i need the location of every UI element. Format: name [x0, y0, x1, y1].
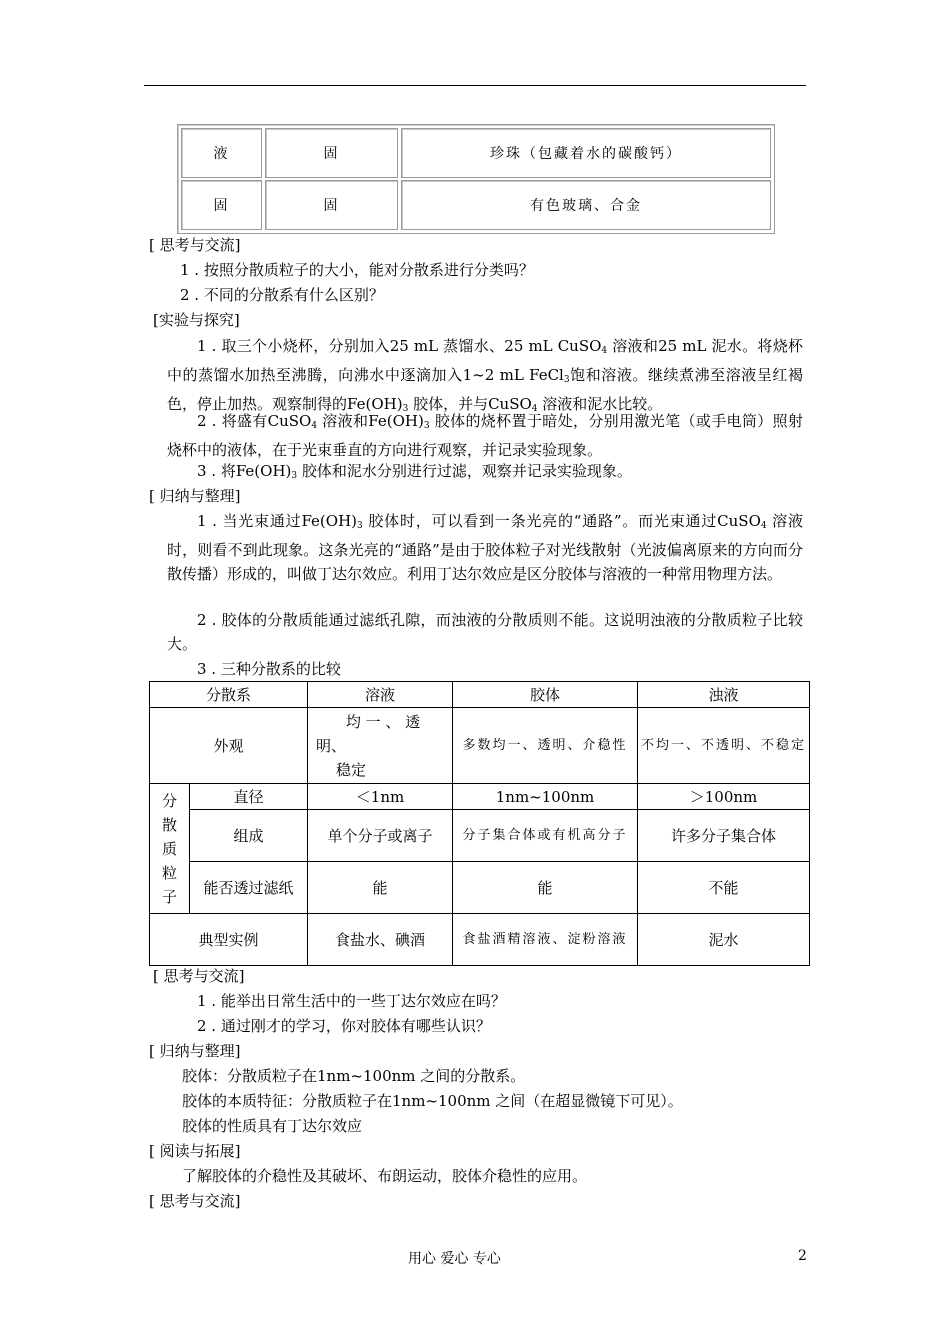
table-row [181, 180, 771, 230]
section-heading: [ 阅读与拓展] [149, 1142, 241, 1160]
header-rule [144, 85, 806, 86]
table-cell: 能 [308, 862, 453, 914]
table-header: 浊液 [638, 682, 810, 708]
definition-1: 胶体：分散质粒子在1nm~100nm 之间的分散系。 [182, 1067, 526, 1085]
cell-line: 子 [161, 887, 177, 906]
table-header: 分散系 [150, 682, 308, 708]
cell-line: 质 [161, 839, 177, 858]
section-heading: [实验与探究] [153, 311, 240, 329]
table-cell: 典型实例 [150, 914, 308, 966]
table-cell: 液 [181, 128, 262, 178]
definition-2: 胶体的本质特征：分散质粒子在1nm~100nm 之间（在超显微镜下可见）。 [182, 1092, 683, 1110]
page-number: 2 [798, 1248, 807, 1264]
cell-line: 粒 [161, 863, 177, 882]
section-heading: [ 思考与交流] [149, 236, 241, 254]
table-cell [308, 708, 453, 784]
question-4: 2 . 通过刚才的学习，你对胶体有哪些认识？ [197, 1017, 491, 1035]
table-cell: ＞100nm [638, 784, 810, 810]
summary-3: 3 . 三种分散系的比较 [197, 660, 341, 678]
summary-2: 2 . 胶体的分散质能通过滤纸孔隙，而浊液的分散质则不能。这说明浊液的分散质粒子比较大。 [167, 611, 803, 653]
summary-1: 1 . 当光束通过$Fe(OH)_3$ 胶体时，可以看到一条光亮的“通路”。而光束通过CuSO$_4$ 溶液时，则看不到此现象。这条光亮的“通路”是由于胶体粒子对光线散射（光波偏离原来的方向而分散传播）形成的，叫做丁达尔效应。利用丁达尔效应是区分胶体与溶液的一种常用物理方法。 [167, 512, 803, 583]
table-cell [150, 784, 190, 914]
table-cell: 食盐酒精溶液、淀粉溶液 [453, 914, 638, 966]
question-2: 2 . 不同的分散系有什么区别？ [180, 286, 384, 304]
cell-line: 散 [161, 815, 177, 834]
dispersion-examples-table [177, 124, 775, 234]
table-cell: 不均一、不透明、不稳定 [638, 708, 810, 784]
table-cell: 泥水 [638, 914, 810, 966]
cell-line: 分 [161, 791, 177, 810]
reading-note: 了解胶体的介稳性及其破坏、布朗运动，胶体介稳性的应用。 [182, 1167, 588, 1185]
experiment-3: 3 . 将$Fe(OH)_3$ 胶体和泥水分别进行过滤，观察并记录实验现象。 [197, 462, 632, 481]
question-1: 1 . 按照分散质粒子的大小，能对分散系进行分类吗？ [180, 261, 534, 279]
table-cell: 有色玻璃、合金 [401, 180, 771, 230]
table-row [150, 682, 810, 708]
table-cell: 固 [265, 180, 398, 230]
question-3: 1 . 能举出日常生活中的一些丁达尔效应在吗？ [197, 992, 506, 1010]
table-cell: ＜1nm [308, 784, 453, 810]
table-row [150, 914, 810, 966]
table-cell: 固 [265, 128, 398, 178]
cell-line: 明、 [316, 736, 347, 755]
table-cell: 外观 [150, 708, 308, 784]
table-row [150, 810, 810, 862]
table-cell: 珍珠（包藏着水的碳酸钙） [401, 128, 771, 178]
table-row [150, 862, 810, 914]
section-heading: [ 归纳与整理] [149, 487, 241, 505]
table-cell: 能否透过滤纸 [190, 862, 308, 914]
table-cell: 组成 [190, 810, 308, 862]
table-cell: 单个分子或离子 [308, 810, 453, 862]
table-cell: 多数均一、透明、介稳性 [453, 708, 638, 784]
table-cell: 固 [181, 180, 262, 230]
section-heading: [ 思考与交流] [153, 967, 245, 985]
table-cell: 1nm~100nm [453, 784, 638, 810]
experiment-1: 1 . 取三个小烧杯，分别加入25 mL 蒸馏水、25 mL CuSO$_4$ 溶液和25 mL 泥水。将烧杯中的蒸馏水加热至沸腾，向沸水中逐滴加入1~2 mL FeCl$_3$饱和溶液。继续煮沸至溶液呈红褐色，停止加热。观察制得的$Fe(OH)_3$ 胶体，并与CuSO$_4$ 溶液和泥水比较。 [167, 337, 803, 414]
cell-line: 稳定 [336, 760, 367, 779]
table-header: 胶体 [453, 682, 638, 708]
experiment-2: 2 . 将盛有CuSO$_4$ 溶液和$Fe(OH)_3$ 胶体的烧杯置于暗处，分别用激光笔（或手电筒）照射烧杯中的液体，在于光束垂直的方向进行观察，并记录实验现象。 [167, 412, 803, 459]
table-cell: 食盐水、碘酒 [308, 914, 453, 966]
table-row [150, 708, 810, 784]
comparison-table [149, 681, 810, 966]
cell-line: 均 一 、 透 [345, 712, 421, 731]
table-cell: 直径 [190, 784, 308, 810]
table-row [150, 784, 810, 810]
table-header: 溶液 [308, 682, 453, 708]
section-heading: [ 思考与交流] [149, 1192, 241, 1210]
table-cell: 能 [453, 862, 638, 914]
table-row [181, 128, 771, 178]
table-cell: 分子集合体或有机高分子 [453, 810, 638, 862]
section-heading: [ 归纳与整理] [149, 1042, 241, 1060]
definition-3: 胶体的性质具有丁达尔效应 [182, 1117, 363, 1135]
table-cell: 不能 [638, 862, 810, 914]
footer-motto: 用心 爱心 专心 [408, 1251, 501, 1267]
table-cell: 许多分子集合体 [638, 810, 810, 862]
